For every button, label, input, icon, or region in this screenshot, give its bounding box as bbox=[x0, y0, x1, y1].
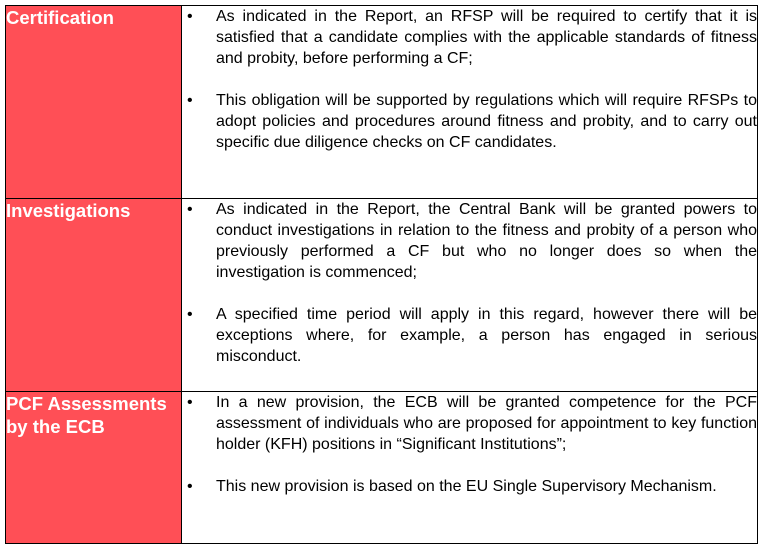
table-row-investigations bbox=[6, 199, 758, 392]
bullet-icon: • bbox=[187, 394, 193, 411]
row-body-cell bbox=[182, 392, 758, 544]
row-label-cell bbox=[6, 392, 182, 544]
bullet-text: As indicated in the Report, the Central Bank will be granted powers to conduct investigations in relation to the fitness and probity of a person who previously performed a CF but who no longer does so when the investigation is commenced; bbox=[216, 201, 757, 281]
bullet-item bbox=[182, 6, 757, 69]
bullet-list bbox=[182, 199, 757, 367]
bullet-item bbox=[182, 392, 757, 455]
bullet-item bbox=[182, 199, 757, 283]
bullet-text: This new provision is based on the EU Single Supervisory Mechanism. bbox=[216, 478, 717, 495]
table-row-certification bbox=[6, 6, 758, 199]
row-label-cell bbox=[6, 199, 182, 392]
bullet-icon: • bbox=[187, 8, 193, 25]
bullet-text: In a new provision, the ECB will be granted competence for the PCF assessment of individuals who are proposed for appointment to key function holder (KFH) positions in “Significant Institutions”; bbox=[216, 394, 757, 453]
bullet-text: As indicated in the Report, an RFSP will be required to certify that it is satisfied that a candidate complies with the applicable standards of fitness and probity, before performing a CF; bbox=[216, 8, 757, 67]
bullet-text: A specified time period will apply in this regard, however there will be exceptions where, for example, a person has engaged in serious misconduct. bbox=[216, 306, 757, 365]
bullet-text: This obligation will be supported by regulations which will require RFSPs to adopt policies and procedures around fitness and probity, and to carry out specific due diligence checks on CF candidates. bbox=[216, 92, 757, 151]
bullet-item bbox=[182, 304, 757, 367]
bullet-item bbox=[182, 476, 757, 497]
bullet-item bbox=[182, 90, 757, 153]
bullet-icon: • bbox=[187, 92, 193, 109]
row-body-cell bbox=[182, 199, 758, 392]
table-row-pcf-assessments bbox=[6, 392, 758, 544]
bullet-list bbox=[182, 6, 757, 153]
bullet-icon: • bbox=[187, 306, 193, 323]
row-body-cell bbox=[182, 6, 758, 199]
bullet-icon: • bbox=[187, 478, 193, 495]
row-label: PCF Assessments by the ECB bbox=[6, 393, 167, 437]
row-label: Investigations bbox=[6, 200, 131, 221]
row-label-cell bbox=[6, 6, 182, 199]
bullet-list bbox=[182, 392, 757, 497]
bullet-icon: • bbox=[187, 201, 193, 218]
summary-table bbox=[5, 5, 758, 544]
row-label: Certification bbox=[6, 7, 114, 28]
